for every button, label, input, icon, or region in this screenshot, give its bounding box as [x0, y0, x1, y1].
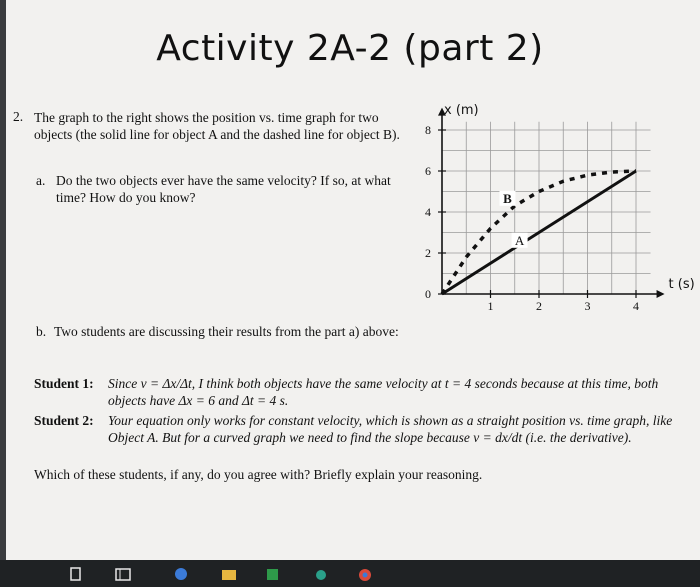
question-intro: The graph to the right shows the position vs. time graph for two objects (the solid line for object A and the dashed line for object B). — [34, 110, 400, 142]
app-icon[interactable] — [264, 566, 282, 582]
taskbar — [0, 560, 700, 587]
part-b-label: b. — [36, 324, 47, 339]
x-axis-label: t (s) — [668, 277, 695, 292]
position-time-chart — [400, 92, 700, 332]
y-tick-label: 0 — [425, 287, 431, 301]
y-tick-label: 4 — [425, 205, 431, 219]
x-axis-arrow — [657, 290, 665, 298]
folder-icon[interactable] — [220, 566, 238, 582]
page-title: Activity 2A-2 (part 2) — [156, 28, 544, 69]
chrome-icon[interactable] — [356, 566, 374, 582]
part-b-text: Two students are discussing their results from the part a) above: — [54, 324, 399, 339]
x-tick-label: 3 — [584, 299, 591, 313]
y-tick-label: 8 — [425, 123, 431, 137]
part-a-text: Do the two objects ever have the same velocity? If so, at what time? How do you know? — [56, 173, 391, 205]
screen-bezel — [0, 0, 6, 560]
x-tick-label: 4 — [633, 299, 639, 313]
y-tick-label: 2 — [425, 246, 431, 260]
part-a-label: a. — [36, 173, 46, 188]
store-icon[interactable] — [312, 566, 330, 582]
student2-text: Your equation only works for constant velocity, which is shown as a straight position vs. time graph, like Object A. But for a curved graph we need to find the slope because v = dx/dt (i.e. the derivative). — [108, 413, 673, 445]
y-tick-label: 6 — [425, 164, 431, 178]
closing-question: Which of these students, if any, do you agree with? Briefly explain your reasoning. — [34, 467, 483, 482]
y-axis-label: x (m) — [444, 103, 479, 118]
label-b: B — [503, 190, 512, 206]
x-tick-label: 2 — [536, 299, 542, 313]
browser-icon[interactable] — [172, 566, 190, 582]
window-icon[interactable] — [114, 566, 134, 582]
file-icon[interactable] — [68, 566, 84, 582]
student2-label: Student 2: — [34, 413, 94, 428]
x-tick-label: 1 — [487, 299, 494, 313]
student1-label: Student 1: — [34, 376, 94, 391]
label-a: A — [514, 232, 525, 248]
question-number: 2. — [13, 109, 24, 124]
student1-text: Since v = Δx/Δt, I think both objects have the same velocity at t = 4 seconds because at this time, both objects have Δx = 6 and Δt = 4 s. — [108, 376, 659, 408]
